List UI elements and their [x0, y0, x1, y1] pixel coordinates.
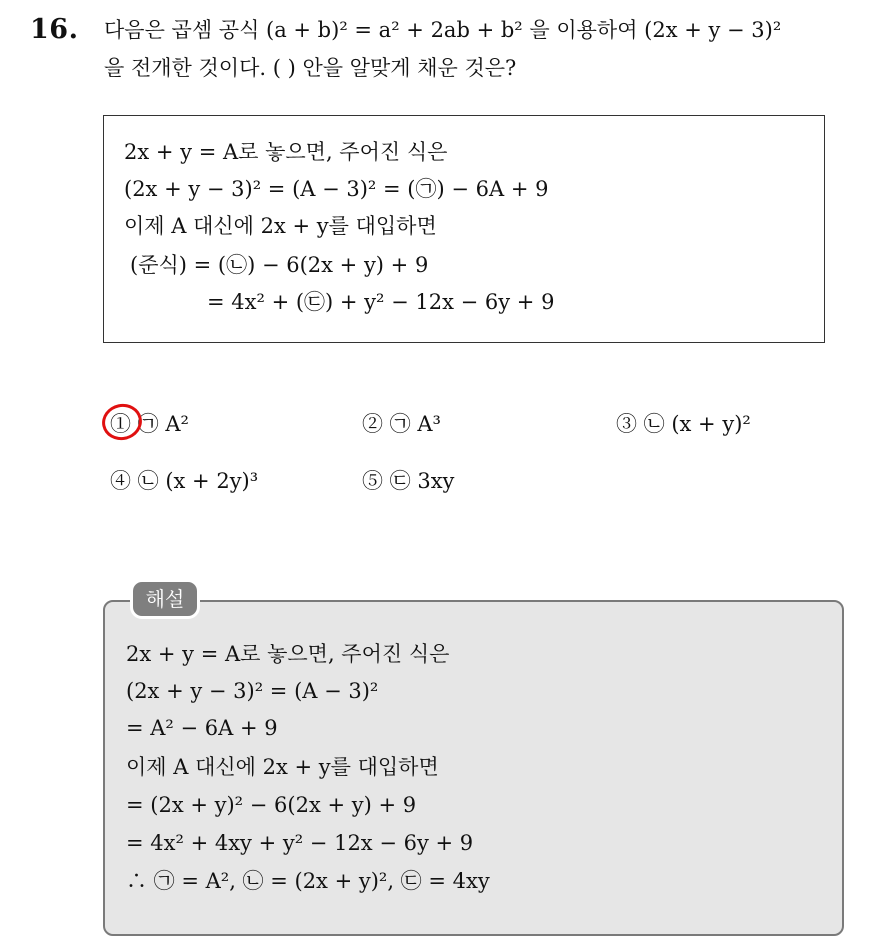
question-number: 16.	[30, 14, 79, 45]
solution-line-2: (2x + y − 3)² = (A − 3)²	[126, 679, 379, 703]
solution-line-5: = (2x + y)² − 6(2x + y) + 9	[126, 793, 417, 817]
option-2[interactable]: ② ㉠ A³	[362, 412, 441, 436]
solution-line-4: 이제 A 대신에 2x + y를 대입하면	[126, 755, 439, 779]
solution-line-1: 2x + y = A로 놓으면, 주어진 식은	[126, 642, 450, 666]
problem-line-2: (2x + y − 3)² = (A − 3)² = (㉠) − 6A + 9	[124, 177, 549, 201]
problem-line-5: = 4x² + (㉢) + y² − 12x − 6y + 9	[207, 290, 555, 314]
solution-line-6: = 4x² + 4xy + y² − 12x − 6y + 9	[126, 831, 474, 855]
question-text-line-2: 을 전개한 것이다. ( ) 안을 알맞게 채운 것은?	[104, 56, 517, 80]
question-text-line-1: 다음은 곱셈 공식 (a + b)² = a² + 2ab + b² 을 이용하여 (2x + y − 3)²	[104, 18, 782, 42]
option-4[interactable]: ④ ㉡ (x + 2y)³	[110, 469, 259, 493]
option-3[interactable]: ③ ㉡ (x + y)²	[616, 412, 751, 436]
option-5[interactable]: ⑤ ㉢ 3xy	[362, 469, 455, 493]
solution-tag: 해설	[130, 579, 200, 619]
option-1[interactable]: ① ㉠ A²	[110, 412, 189, 436]
problem-line-1: 2x + y = A로 놓으면, 주어진 식은	[124, 140, 448, 164]
solution-line-3: = A² − 6A + 9	[126, 716, 278, 740]
problem-line-4: (준식) = (㉡) − 6(2x + y) + 9	[130, 253, 429, 277]
solution-line-7: ∴ ㉠ = A², ㉡ = (2x + y)², ㉢ = 4xy	[126, 869, 490, 893]
selected-answer-mark	[99, 400, 146, 444]
problem-line-3: 이제 A 대신에 2x + y를 대입하면	[124, 214, 437, 238]
